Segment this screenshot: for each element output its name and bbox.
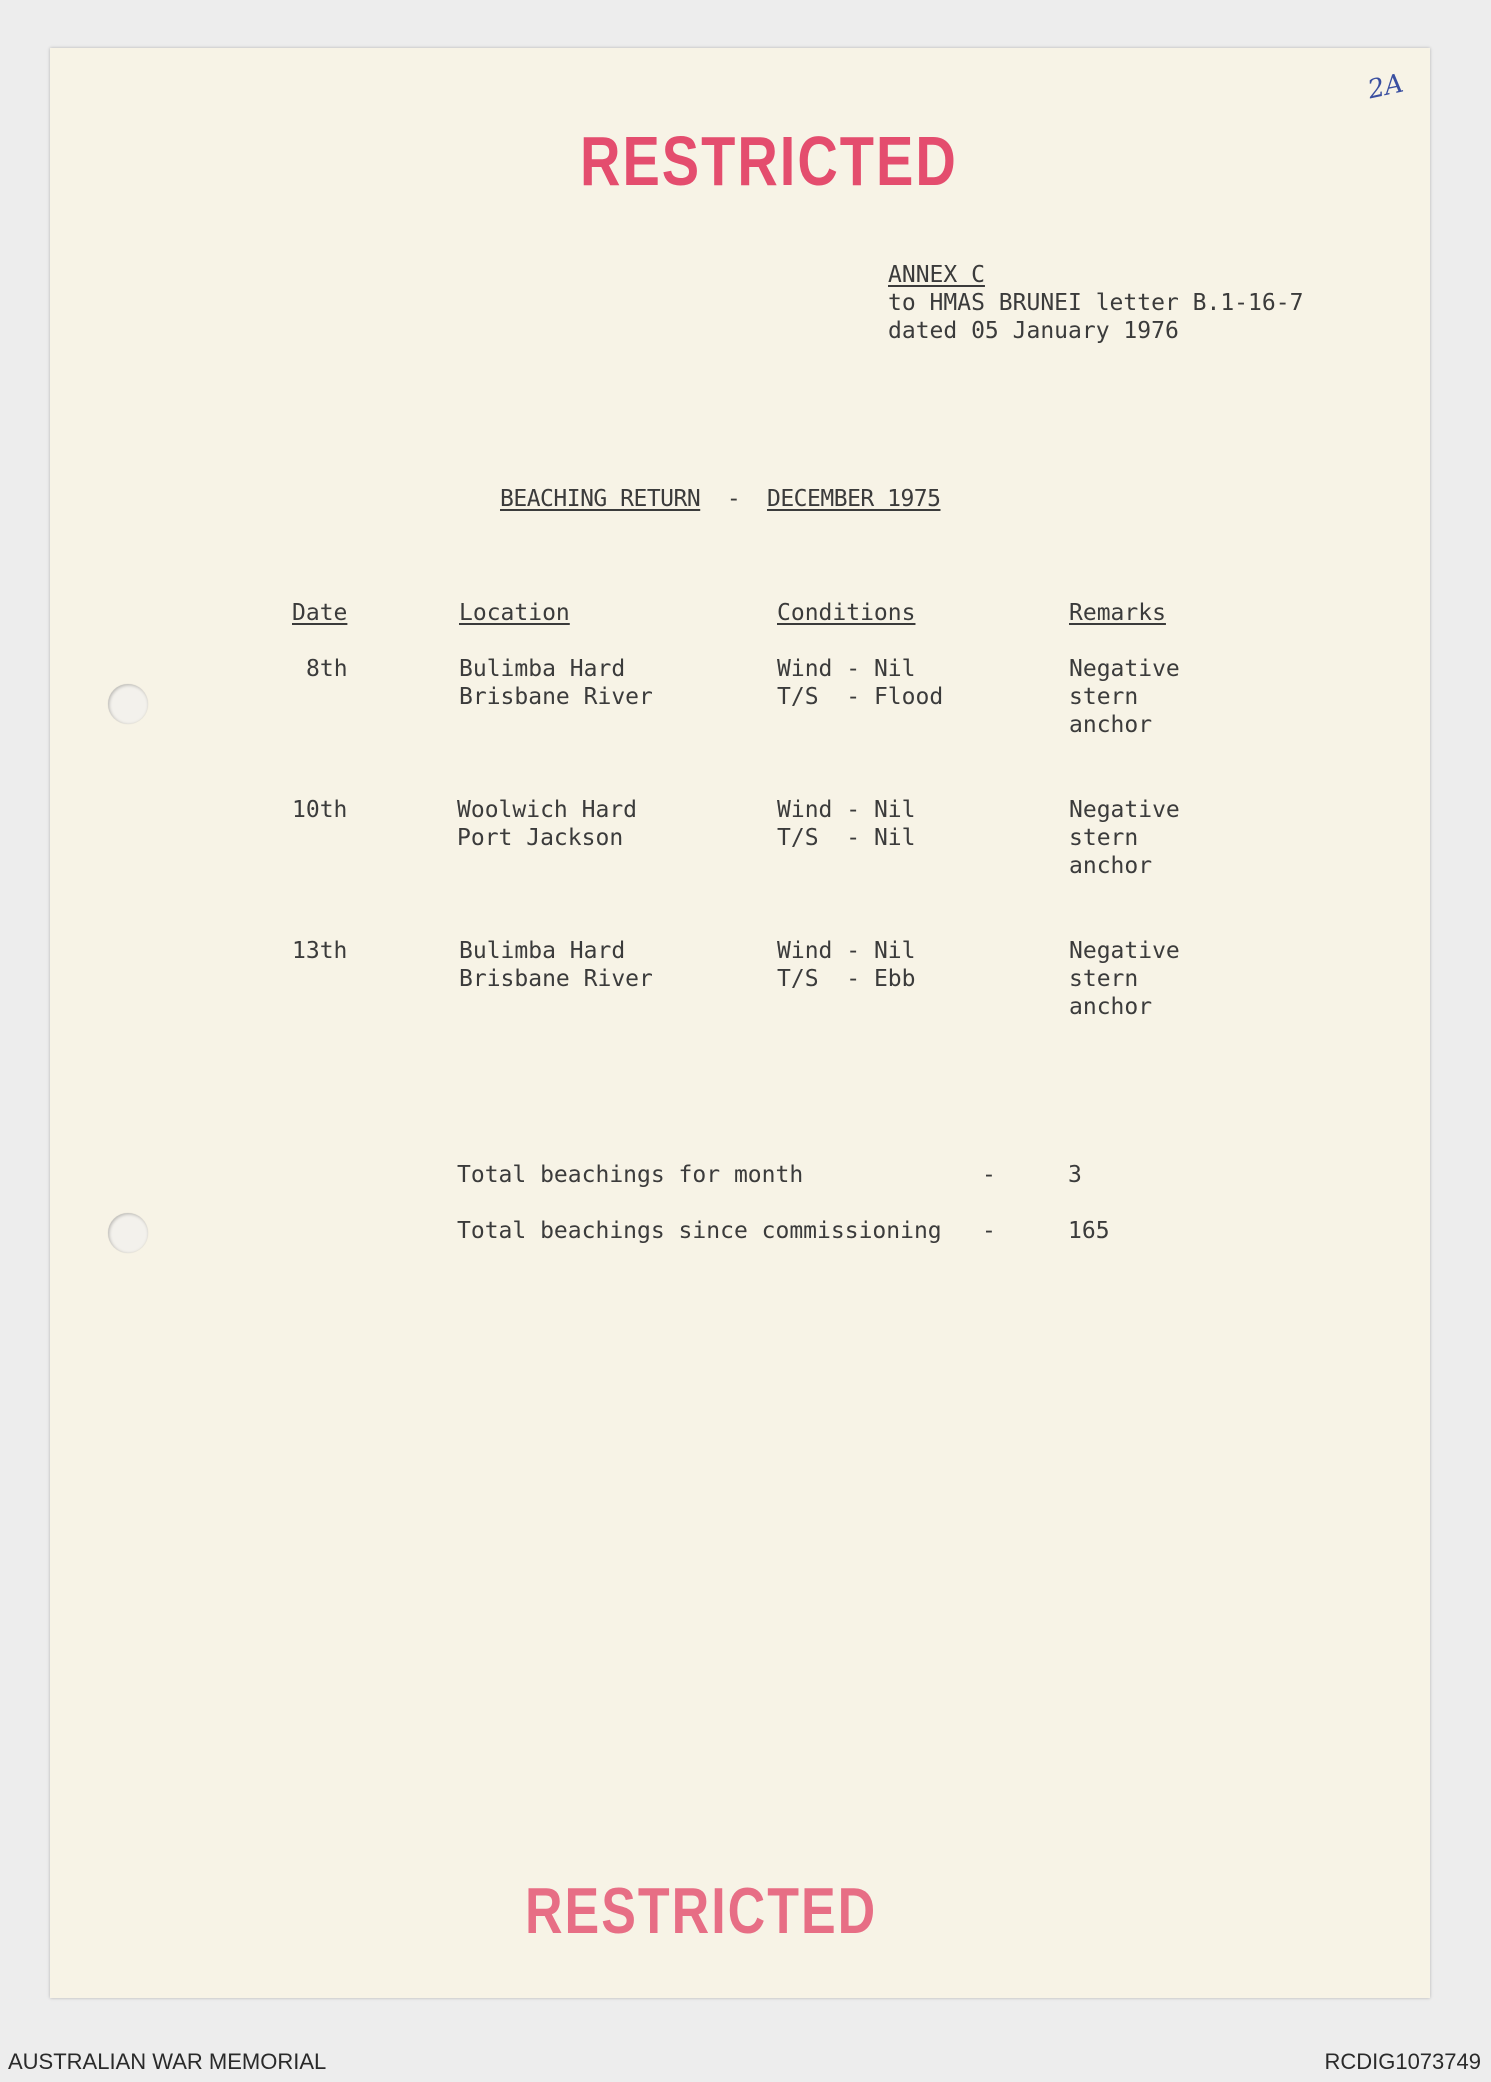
folio-number: 2A	[1365, 68, 1407, 106]
document-page	[50, 48, 1430, 1998]
row-2-date: 10th	[292, 797, 348, 823]
condition-value: Flood	[873, 684, 944, 710]
remarks-line: Negative	[1069, 938, 1180, 964]
row-1-location	[459, 655, 653, 711]
condition-label: T/S	[777, 684, 819, 710]
remarks-line: stern	[1069, 684, 1139, 710]
row-1-conditions: Wind - Nil T/S - Flood	[777, 656, 944, 710]
row-2-remarks	[1069, 796, 1180, 880]
location-line: Bulimba Hard	[459, 656, 626, 682]
remarks-line: stern	[1069, 825, 1139, 851]
total-month-label: Total beachings for month	[457, 1162, 804, 1188]
location-line: Bulimba Hard	[459, 938, 626, 964]
punch-hole-bottom	[108, 1213, 148, 1253]
condition-value: Ebb	[873, 966, 916, 992]
row-3-conditions: Wind - Nil T/S - Ebb	[777, 938, 916, 992]
heading-part-2: DECEMBER 1975	[766, 486, 941, 512]
location-line: Brisbane River	[459, 684, 653, 710]
annex-reference	[888, 261, 1303, 345]
annex-line-2: dated 05 January 1976	[888, 318, 1179, 344]
total-commissioning-dash: -	[982, 1218, 996, 1244]
total-month-dash: -	[982, 1162, 996, 1188]
condition-label: Wind	[777, 938, 833, 964]
column-header-remarks: Remarks	[1069, 600, 1166, 626]
footer-archive-name: AUSTRALIAN WAR MEMORIAL	[8, 2049, 327, 2074]
condition-value: Nil	[873, 938, 916, 964]
row-3-date: 13th	[292, 938, 348, 964]
row-2-conditions: Wind - Nil T/S - Nil	[777, 797, 916, 851]
restricted-stamp-bottom: RESTRICTED	[525, 1875, 878, 1948]
condition-label: T/S	[777, 825, 819, 851]
condition-label: Wind	[777, 797, 833, 823]
remarks-line: anchor	[1069, 853, 1153, 879]
remarks-line: anchor	[1069, 712, 1153, 738]
condition-label: T/S	[777, 966, 819, 992]
heading-separator: -	[726, 486, 741, 512]
remarks-line: Negative	[1069, 656, 1180, 682]
condition-value: Nil	[873, 656, 916, 682]
row-3-remarks	[1069, 937, 1180, 1021]
column-header-date: Date	[292, 600, 348, 626]
footer-item-id: RCDIG1073749	[1324, 2049, 1481, 2074]
annex-title: ANNEX C	[888, 262, 985, 288]
total-commissioning-label: Total beachings since commissioning	[457, 1218, 942, 1244]
document-heading	[500, 485, 941, 513]
total-commissioning-value: 165	[1068, 1218, 1110, 1244]
row-1-remarks	[1069, 655, 1180, 739]
row-1-date: 8th	[306, 656, 348, 682]
punch-hole-top	[108, 684, 148, 724]
remarks-line: anchor	[1069, 994, 1153, 1020]
condition-value: Nil	[873, 797, 916, 823]
restricted-stamp-top: RESTRICTED	[580, 121, 958, 200]
location-line: Port Jackson	[457, 825, 624, 851]
condition-value: Nil	[873, 825, 916, 851]
column-header-conditions: Conditions	[777, 600, 916, 626]
annex-line-1: to HMAS BRUNEI letter B.1-16-7	[888, 290, 1304, 316]
heading-part-1: BEACHING RETURN	[500, 486, 701, 512]
location-line: Brisbane River	[459, 966, 653, 992]
row-3-location	[459, 937, 653, 993]
remarks-line: stern	[1069, 966, 1139, 992]
row-2-location	[457, 796, 637, 852]
column-header-location: Location	[459, 600, 570, 626]
location-line: Woolwich Hard	[457, 797, 638, 823]
total-month-value: 3	[1068, 1162, 1082, 1188]
condition-label: Wind	[777, 656, 833, 682]
remarks-line: Negative	[1069, 797, 1180, 823]
